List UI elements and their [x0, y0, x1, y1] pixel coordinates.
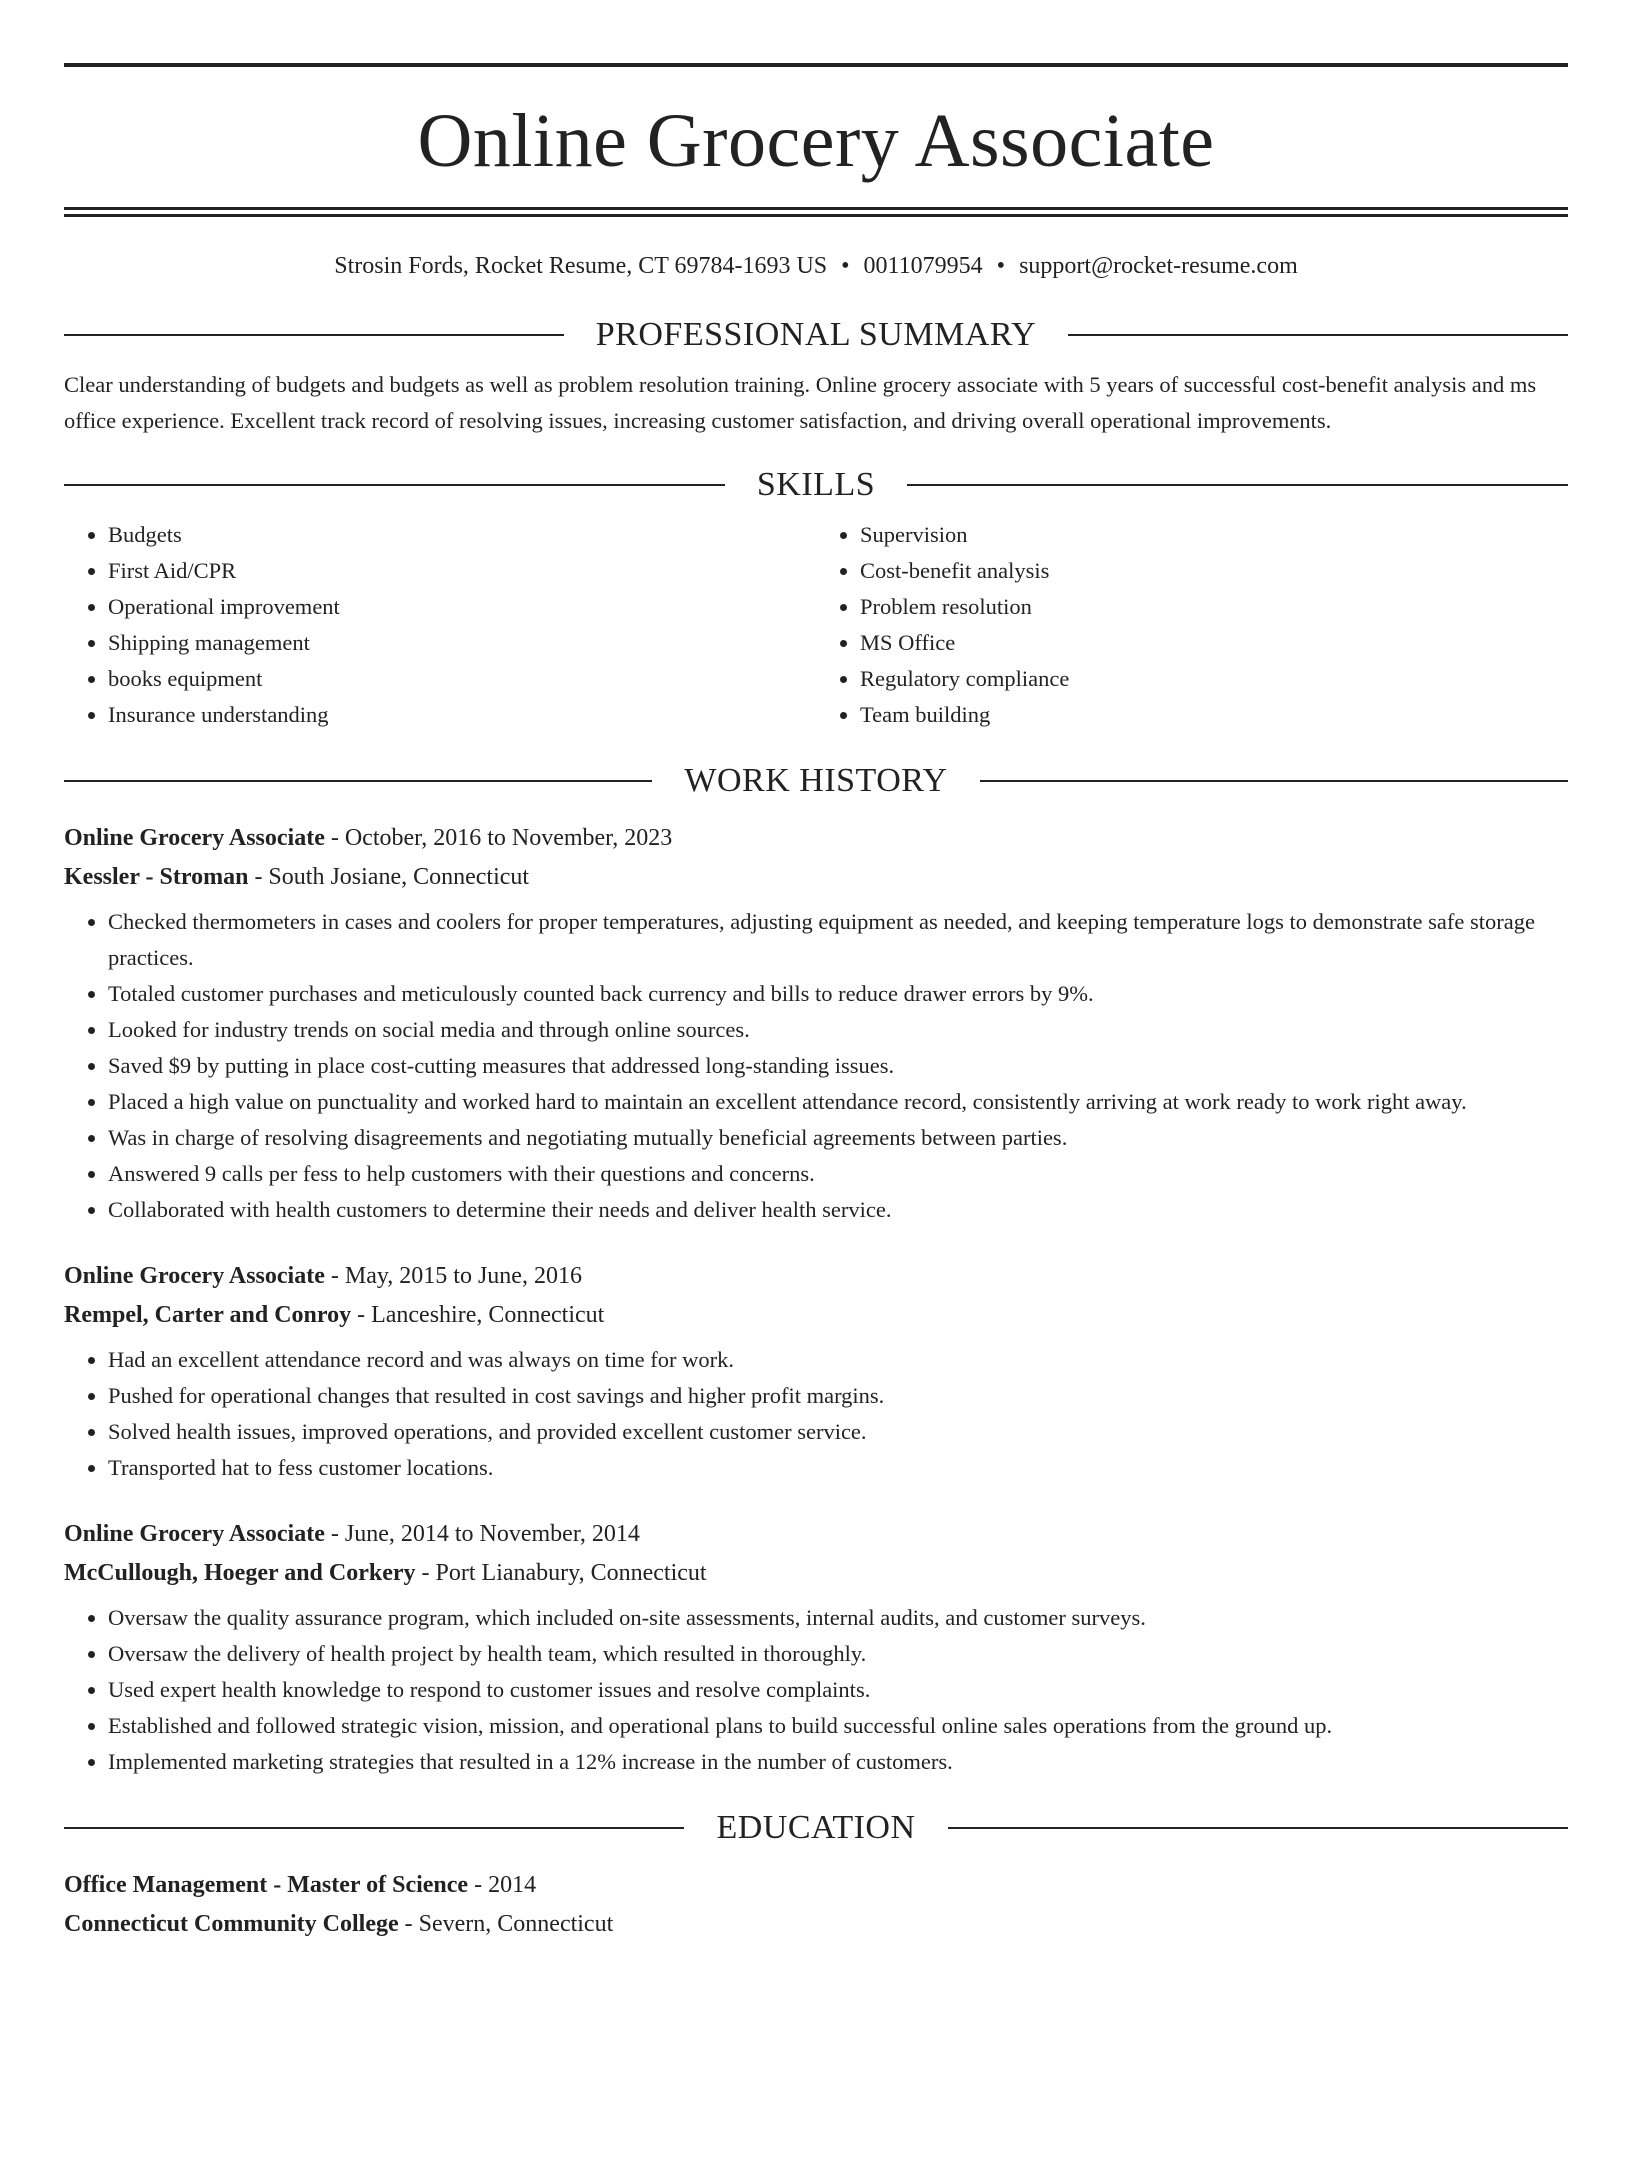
- heading-rule: [64, 780, 652, 782]
- skill-item: • Team building: [860, 697, 1568, 733]
- contact-line: [64, 251, 1568, 281]
- skill-item: • MS Office: [860, 625, 1568, 661]
- heading-rule: [907, 484, 1568, 486]
- job-bullet: • Transported hat to fess customer locations.: [108, 1450, 1568, 1486]
- job-entry: [64, 823, 1568, 1228]
- summary-heading: [64, 315, 1568, 355]
- skill-item: • Supervision: [860, 517, 1568, 553]
- degree-name: Office Management - Master of Science: [64, 1872, 469, 1898]
- skill-item: • books equipment: [108, 661, 816, 697]
- double-rule: [64, 207, 1568, 217]
- job-bullet: • Implemented marketing strategies that resulted in a 12% increase in the number of customers.: [108, 1744, 1568, 1780]
- school-line: [64, 1909, 1568, 1939]
- degree-year: - 2014: [468, 1872, 537, 1898]
- skill-item: • Insurance understanding: [108, 697, 816, 733]
- heading-rule: [64, 334, 564, 336]
- company-location: - South Josiane, Connecticut: [248, 864, 530, 890]
- section-title: PROFESSIONAL SUMMARY: [595, 316, 1037, 353]
- summary-text: Clear understanding of budgets and budgets as well as problem resolution training. Online grocery associate with 5 years of successful cost-benefit analysis and ms office experience. Excellent track record of resolving issues, increasing customer satisfaction, and driving overall operational improvements.: [64, 372, 1537, 433]
- job-bullet: • Saved $9 by putting in place cost-cutting measures that addressed long-standing issues.: [108, 1048, 1568, 1084]
- resume-name: Online Grocery Associate: [417, 99, 1215, 183]
- education-heading: [64, 1808, 1568, 1848]
- job-bullet: • Placed a high value on punctuality and worked hard to maintain an excellent attendance record, consistently arriving at work ready to work right away.: [108, 1084, 1568, 1120]
- job-bullet: • Collaborated with health customers to determine their needs and deliver health service.: [108, 1192, 1568, 1228]
- company-name: Kessler - Stroman: [64, 864, 249, 890]
- job-dates: - May, 2015 to June, 2016: [324, 1263, 582, 1289]
- skills-list: [64, 517, 1568, 733]
- skill-item: • Shipping management: [108, 625, 816, 661]
- job-title: Online Grocery Associate: [64, 1263, 325, 1289]
- contact-address: Strosin Fords, Rocket Resume, CT 69784-1693 US: [334, 253, 828, 279]
- job-title-line: [64, 1261, 1568, 1291]
- heading-rule: [948, 1827, 1568, 1829]
- top-rule: [64, 63, 1568, 67]
- section-title: WORK HISTORY: [684, 762, 948, 799]
- skill-item: • First Aid/CPR: [108, 553, 816, 589]
- skills-column-right: [816, 517, 1568, 733]
- job-title-line: [64, 823, 1568, 853]
- contact-email: support@rocket-resume.com: [1019, 253, 1298, 279]
- company-location: - Port Lianabury, Connecticut: [415, 1560, 707, 1586]
- heading-rule: [64, 484, 725, 486]
- job-bullet: • Answered 9 calls per fess to help customers with their questions and concerns.: [108, 1156, 1568, 1192]
- company-location: - Lanceshire, Connecticut: [351, 1302, 605, 1328]
- degree-line: [64, 1870, 1568, 1900]
- job-title-line: [64, 1519, 1568, 1549]
- job-bullet: • Totaled customer purchases and meticulously counted back currency and bills to reduce drawer errors by 9%.: [108, 976, 1568, 1012]
- job-bullet: • Oversaw the delivery of health project by health team, which resulted in thoroughly.: [108, 1636, 1568, 1672]
- job-bullet: • Pushed for operational changes that resulted in cost savings and higher profit margins.: [108, 1378, 1568, 1414]
- job-bullets: [64, 904, 1568, 1228]
- skill-item: • Budgets: [108, 517, 816, 553]
- section-title: EDUCATION: [716, 1809, 916, 1846]
- job-bullet: • Was in charge of resolving disagreements and negotiating mutually beneficial agreements between parties.: [108, 1120, 1568, 1156]
- job-title: Online Grocery Associate: [64, 825, 325, 851]
- skill-item: • Problem resolution: [860, 589, 1568, 625]
- job-entry: [64, 1261, 1568, 1486]
- heading-rule: [1068, 334, 1568, 336]
- contact-separator: •: [841, 253, 850, 279]
- job-dates: - October, 2016 to November, 2023: [324, 825, 673, 851]
- heading-rule: [64, 1827, 684, 1829]
- job-bullets: [64, 1342, 1568, 1486]
- company-line: [64, 862, 1568, 892]
- education-entry: [64, 1870, 1568, 1939]
- skills-column-left: [64, 517, 816, 733]
- section-title: SKILLS: [756, 466, 876, 503]
- job-dates: - June, 2014 to November, 2014: [324, 1521, 640, 1547]
- job-entry: [64, 1519, 1568, 1780]
- job-bullet: • Solved health issues, improved operations, and provided excellent customer service.: [108, 1414, 1568, 1450]
- school-name: Connecticut Community College: [64, 1911, 399, 1937]
- company-line: [64, 1300, 1568, 1330]
- skill-item: • Cost-benefit analysis: [860, 553, 1568, 589]
- job-bullet: • Had an excellent attendance record and was always on time for work.: [108, 1342, 1568, 1378]
- school-location: - Severn, Connecticut: [398, 1911, 614, 1937]
- job-bullets: [64, 1600, 1568, 1780]
- skills-heading: [64, 465, 1568, 505]
- work-heading: [64, 761, 1568, 801]
- company-name: McCullough, Hoeger and Corkery: [64, 1560, 416, 1586]
- company-name: Rempel, Carter and Conroy: [64, 1302, 352, 1328]
- job-bullet: • Used expert health knowledge to respond to customer issues and resolve complaints.: [108, 1672, 1568, 1708]
- job-bullet: • Looked for industry trends on social media and through online sources.: [108, 1012, 1568, 1048]
- company-line: [64, 1558, 1568, 1588]
- skill-item: • Regulatory compliance: [860, 661, 1568, 697]
- contact-phone: 0011079954: [863, 253, 983, 279]
- skill-item: • Operational improvement: [108, 589, 816, 625]
- job-bullet: • Established and followed strategic vision, mission, and operational plans to build successful online sales operations from the ground up.: [108, 1708, 1568, 1744]
- job-bullet: • Checked thermometers in cases and coolers for proper temperatures, adjusting equipment as needed, and keeping temperature logs to demonstrate safe storage practices.: [108, 904, 1568, 976]
- job-title: Online Grocery Associate: [64, 1521, 325, 1547]
- resume-page: [0, 63, 1632, 2175]
- contact-separator: •: [996, 253, 1006, 279]
- heading-rule: [980, 780, 1568, 782]
- job-bullet: • Oversaw the quality assurance program, which included on-site assessments, internal audits, and customer surveys.: [108, 1600, 1568, 1636]
